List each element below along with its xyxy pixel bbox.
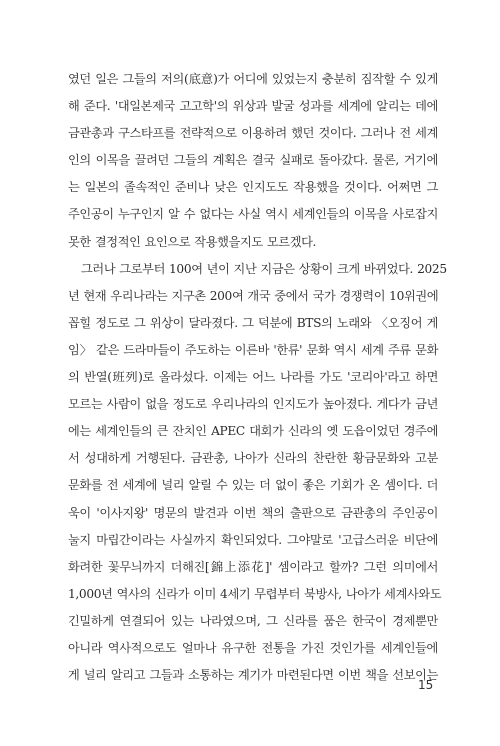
text-line: 꼽힐 정도로 그 위상이 달라졌다. 그 덕분에 BTS의 노래와 〈오징어 게: [68, 315, 438, 330]
text-line: 게 널리 알리고 그들과 소통하는 계기가 마련된다면 이번 책을 선보이는: [68, 668, 438, 683]
text-line: 해 준다. '대일본제국 고고학'의 위상과 발굴 성과를 세계에 알리는 데에: [68, 99, 438, 114]
text-line: 서 성대하게 거행된다. 금관총, 나아가 신라의 찬란한 황금문화와 고분: [68, 451, 438, 466]
text-line: 화려한 꽃무늬까지 더해진[錦上添花]' 셈이라고 할까? 그런 의미에서: [68, 559, 438, 574]
text-line: 는 일본의 졸속적인 준비나 낮은 인지도도 작용했을 것이다. 어쩌면 그: [68, 180, 438, 195]
text-line: 못한 결정적인 요인으로 작용했을지도 모르겠다.: [68, 234, 317, 249]
text-line: 눌지 마립간이라는 사실까지 확인되었다. 그야말로 '고급스러운 비단에: [68, 532, 438, 547]
text-line: 문화를 전 세계에 널리 알릴 수 있는 더 없이 좋은 기회가 온 셈이다. 더: [68, 478, 438, 493]
text-line: 년 현재 우리나라는 지구촌 200여 개국 중에서 국가 경쟁력이 10위권에: [68, 288, 439, 303]
text-line: 아니라 역사적으로도 얼마나 유구한 전통을 가진 것인가를 세계인들에: [68, 640, 438, 655]
paragraph-1: [68, 66, 438, 256]
page-number: 15: [418, 678, 434, 692]
text-line: 1,000년 역사의 신라가 이미 4세기 무렵부터 북방사, 나아가 세계사와도: [68, 586, 442, 601]
body-text: [68, 66, 447, 689]
text-line: 에는 세계인들의 큰 잔치인 APEC 대회가 신라의 옛 도읍이었던 경주에: [68, 424, 438, 439]
text-line: 모르는 사람이 없을 정도로 우리나라의 인지도가 높아졌다. 게다가 금년: [68, 397, 438, 412]
text-line: 임〉 같은 드라마들이 주도하는 이른바 '한류' 문화 역시 세계 주류 문화: [68, 342, 438, 357]
text-line: 주인공이 누구인지 알 수 없다는 사실 역시 세계인들의 이목을 사로잡지: [68, 207, 438, 222]
text-line: 긴밀하게 연결되어 있는 나라였으며, 그 신라를 품은 한국이 경제뿐만: [68, 613, 438, 628]
text-line: 그러나 그로부터 100여 년이 지난 지금은 상황이 크게 바뀌었다. 2025: [81, 261, 447, 276]
text-line: 금관총과 구스타프를 전략적으로 이용하려 했던 것이다. 그러나 전 세계: [68, 126, 438, 141]
text-line: 의 반열(班列)로 올라섰다. 이제는 어느 나라를 가도 '코리아'라고 하면: [68, 370, 438, 385]
text-line: 였던 일은 그들의 저의(底意)가 어디에 있었는지 충분히 짐작할 수 있게: [68, 72, 438, 86]
paragraph-2: [68, 256, 447, 690]
text-line: 욱이 '이사지왕' 명문의 발견과 이번 책의 출판으로 금관총의 주인공이: [68, 505, 438, 520]
text-line: 인의 이목을 끌려던 그들의 계획은 결국 실패로 돌아갔다. 물론, 거기에: [68, 153, 438, 168]
